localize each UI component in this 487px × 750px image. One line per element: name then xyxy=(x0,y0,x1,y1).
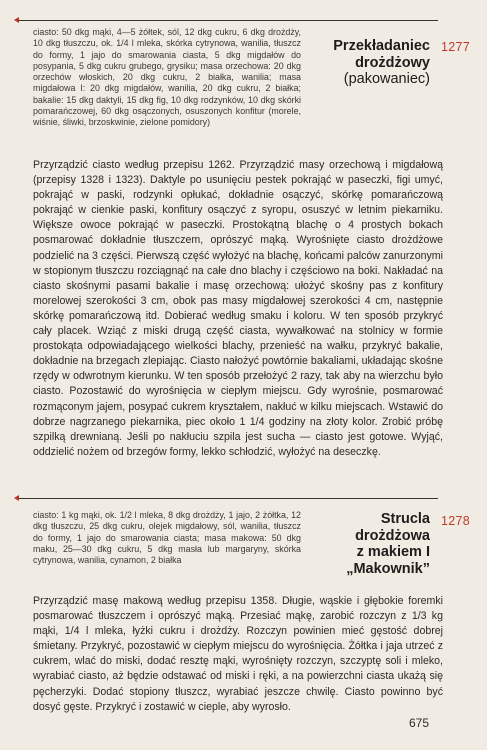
recipe-1277-title xyxy=(280,38,430,88)
page-number: 675 xyxy=(408,716,429,730)
recipe-1277-number: 1277 xyxy=(441,40,471,54)
recipe-1278-title-line4: „Makownik” xyxy=(346,560,430,577)
section-divider-top xyxy=(18,20,438,21)
recipe-1277-method xyxy=(33,158,443,460)
section-divider-middle xyxy=(18,498,438,499)
recipe-1278-title-line3: z makiem I xyxy=(356,544,430,560)
recipe-1278-title xyxy=(280,511,430,577)
recipe-1278-method-text: Przyrządzić masę makową według przepisu 1358. Długie, wąskie i głębokie foremki posmarować tłuszczem i oprószyć mąką. Przesiać mąkę, zarobić rozczyn z 1/3 kg mąki, 1/4 l mleka, łyżki cukru i drożdży. Rozczyn powinien mieć gęstość dobrej śmietany. Przykryć, pozostawić w ciepłym miejscu do wyrośnięcia. Żółtka i jaja utrzeć z cukrem, wlać do miski, dodać resztę mąki, wyrośnięty rozczyn, szczyptę soli i mleko, wyrabiać ciasto, aż będzie odstawać od miski i ręki, a na powierzchni ciasta ukażą się pęcherzyki. Dodać stopiony tłuszcz, wyrabiać jeszcze chwilę. Ciasto powinno być dosyć gęste. Przykryć i zostawić w cieple, aby wyrosło. xyxy=(33,595,443,713)
recipe-1278-ingredients: ciasto: 1 kg mąki, ok. 1/2 l mleka, 8 dkg drożdży, 1 jajo, 2 żółtka, 12 dkg tłuszczu, 25 dkg cukru, olejek migdałowy, sól, wanilia, tłuszcz do formy, 1 jajo do smarowania ciasta; masa makowa: 50 dkg maku, 25—30 dkg cukru, 5 dkg masła lub margaryny, skórka cytrynowa, wanilia, cynamon, 2 białka xyxy=(33,510,301,565)
recipe-1278-title-line2: drożdżowa xyxy=(355,527,430,544)
recipe-1277-title-line2: drożdżowy xyxy=(355,54,430,71)
recipe-1277-method-text: Przyrządzić ciasto według przepisu 1262. Przyrządzić masy orzechową i migdałową (przepisy 1328 i 1323). Daktyle po usunięciu pestek pokrająć w paseczki, figi umyć, pokrająć w paski, rodzynki opłukać, dokładnie osączyć, skórkę pomarańczową pokrająć w cienkie paski, konfitury osączyć z syropu, osuszyć w letnim piekarniku. Większe owoce pokrająć w paseczki. Prostokątną blachę o 4 prostych bokach posmarować dokładnie tłuszczem, oprószyć mąką. Wyrośnięte ciasto drożdżowe podzielić na 3 części. Pierwszą część wyłożyć na blachę, końcami palców zanurzonymi w stopionym tłuszczu rozciągnąć na całe dno blachy i częściowo na boki. Nakładać na ciasto skośnymi pasami bakalie i masę orzechową: ułożyć skośny pas z konfitury morelowej szerokości 3 cm, obok pas masy migdałowej szerokości 4 cm, następnie skórkę pomarańczową itd. Dobierać według smaku i koloru. W ten sposób przykryć cały placek. Wziąć z miski drugą część ciasta, wywałkować na stolnicy w formie prostokąta odpowiadającego wielkości blachy, przenieść na wałku, przykryć bakalie, dokładnie na brzegach zlepiając. Ciasto nałożyć powtórnie bakaliami, układając skośne rzędy w odwrotnym kierunku. W ten sposób przełożyć 2 razy, tak aby na wierzchu było ciasto. Pozostawić do wyrośnięcia w ciepłym miejscu. Gdy wyrośnie, posmarować rozmąconym jajem, posypać cukrem kryształem, nakłuć w kilku miejscach. Wstawić do dobrze nagrzanego piekarnika, piec około 1 1/4 godziny na złoty kolor. Zrobić próbę szpilką drewnianą. Jeśli po nakłuciu szpila jest sucha — ciasto jest gotowe. Wyjąć, oddzielić nożem od brzegów formy, lekko schłodzić, wyłożyć na deseczkę. xyxy=(33,159,443,458)
recipe-1277-title-line1: Przekładaniec xyxy=(333,38,430,54)
recipe-1278-title-line1: Strucla xyxy=(380,511,430,527)
recipe-1277-ingredients: ciasto: 50 dkg mąki, 4—5 żółtek, sól, 12 dkg cukru, 6 dkg drożdży, 10 dkg tłuszczu, ok. 1/4 l mleka, skórka cytrynowa, wanilia, tłuszcz do formy, 1 jajo do smarowania ciasta, 5 dkg migdałów do posypania, 5 dkg cukru grubego, grysiku; masa orzechowa: 20 dkg orzechów włoskich, 20 dkg cukru, 2 białka, wanilia; masa migdałowa I: 20 dkg migdałów, wanilia, 20 dkg cukru, 2 białka; bakalie: 15 dkg daktyli, 15 dkg fig, 10 dkg rodzynków, 10 dkg skórki pomarańczowej, 60 dkg osączonych, osuszonych konfitur (morele, wiśnie, śliwki, brzoskwinie, zielone pomidory) xyxy=(33,27,301,127)
recipe-1278-number: 1278 xyxy=(441,514,471,528)
recipe-1278-method xyxy=(33,594,443,715)
recipe-1277-title-line3: (pakowaniec) xyxy=(343,71,430,87)
